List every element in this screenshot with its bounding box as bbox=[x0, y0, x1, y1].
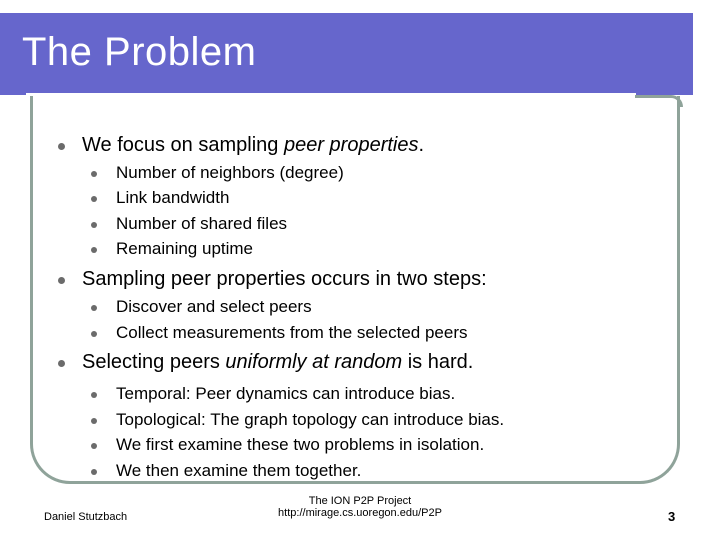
bullet-3-after: is hard. bbox=[402, 351, 474, 373]
frame-corner bbox=[635, 95, 683, 107]
bullet-1-text bbox=[82, 134, 424, 157]
bullet-3-before: Selecting peers bbox=[82, 351, 226, 373]
bullet-3-italic: uniformly at random bbox=[225, 351, 403, 373]
sub-bullet-2-2: Collect measurements from the selected peers bbox=[116, 323, 468, 342]
bullet-1-before: We focus on sampling bbox=[82, 134, 284, 156]
footer-project-url: http://mirage.cs.uoregon.edu/P2P bbox=[278, 507, 442, 519]
bullet-2-before: Sampling peer properties occurs in two steps: bbox=[82, 268, 487, 290]
footer-project bbox=[260, 495, 460, 519]
sub-bullet-1-3: Number of shared files bbox=[116, 214, 288, 233]
sub-bullet-dot-icon bbox=[91, 222, 97, 228]
sub-bullet-dot-icon bbox=[91, 305, 97, 311]
sub-bullet-2-1: Discover and select peers bbox=[116, 297, 312, 316]
sub-bullet-dot-icon bbox=[91, 171, 97, 177]
sub-bullet-dot-icon bbox=[91, 331, 97, 337]
sub-bullet-dot-icon bbox=[91, 418, 97, 424]
slide-title: The Problem bbox=[22, 30, 257, 74]
bullet-2-text bbox=[82, 268, 487, 291]
footer-author: Daniel Stutzbach bbox=[44, 511, 128, 523]
sub-bullet-3-1: Temporal: Peer dynamics can introduce bias. bbox=[116, 384, 456, 403]
sub-bullet-3-3: We first examine these two problems in isolation. bbox=[116, 435, 485, 454]
sub-bullet-dot-icon bbox=[91, 443, 97, 449]
bullet-3-text bbox=[82, 351, 473, 374]
bullet-dot-icon bbox=[58, 277, 65, 284]
sub-bullet-3-2: Topological: The graph topology can introduce bias. bbox=[116, 410, 505, 429]
sub-bullet-dot-icon bbox=[91, 247, 97, 253]
sub-bullet-dot-icon bbox=[91, 196, 97, 202]
page-number: 3 bbox=[668, 509, 676, 524]
sub-bullet-dot-icon bbox=[91, 392, 97, 398]
sub-bullet-3-4: We then examine them together. bbox=[116, 461, 362, 480]
sub-bullet-1-4: Remaining uptime bbox=[116, 239, 254, 258]
bullet-dot-icon bbox=[58, 360, 65, 367]
sub-bullet-dot-icon bbox=[91, 469, 97, 475]
bullet-1-after: . bbox=[418, 134, 425, 156]
bullet-dot-icon bbox=[58, 143, 65, 150]
footer-project-title: The ION P2P Project bbox=[308, 495, 412, 507]
sub-bullet-1-2: Link bandwidth bbox=[116, 188, 230, 207]
sub-bullet-1-1: Number of neighbors (degree) bbox=[116, 163, 344, 182]
bullet-1-italic: peer properties bbox=[283, 134, 419, 156]
